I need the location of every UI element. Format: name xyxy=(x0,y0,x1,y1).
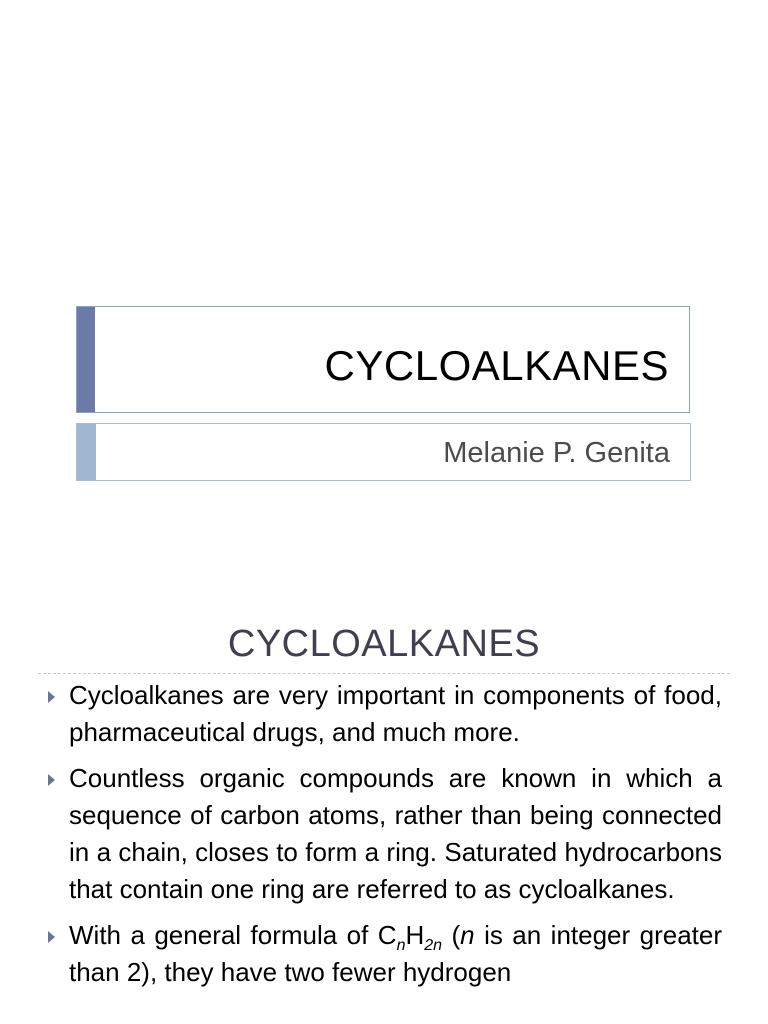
title-divider xyxy=(38,673,730,674)
bullet-text: Countless organic compounds are known in which a sequence of carbon atoms, rather than being connected in a chain, closes to form a ring. Saturated hydrocarbons that contain one ring are referred to as cycloalkanes. xyxy=(69,763,722,904)
subtitle-box xyxy=(76,423,691,481)
bullet-arrow-icon xyxy=(48,774,55,786)
content-title: CYCLOALKANES xyxy=(227,623,541,665)
bullet-item xyxy=(48,760,722,908)
subtitle-accent-bar xyxy=(77,424,96,480)
bullet-item xyxy=(48,917,722,991)
author-name: Melanie P. Genita xyxy=(443,437,670,469)
title-box xyxy=(76,306,690,413)
bullet-text: Cycloalkanes are very important in components of food, pharmaceutical drugs, and much more. xyxy=(69,680,722,747)
bullet-arrow-icon xyxy=(48,931,55,943)
bullet-arrow-icon xyxy=(48,691,55,703)
formula: $C_nH_{2n}$ xyxy=(377,920,443,954)
bullet-item xyxy=(48,677,722,751)
title-accent-bar xyxy=(77,307,95,412)
slide-title: CYCLOALKANES xyxy=(324,342,669,389)
bullet-text: With a general formula of $C_nH_{2n}$ (n is an integer greater than 2), they have two fewer hydrogen xyxy=(69,920,722,987)
bullet-list xyxy=(48,677,722,1000)
